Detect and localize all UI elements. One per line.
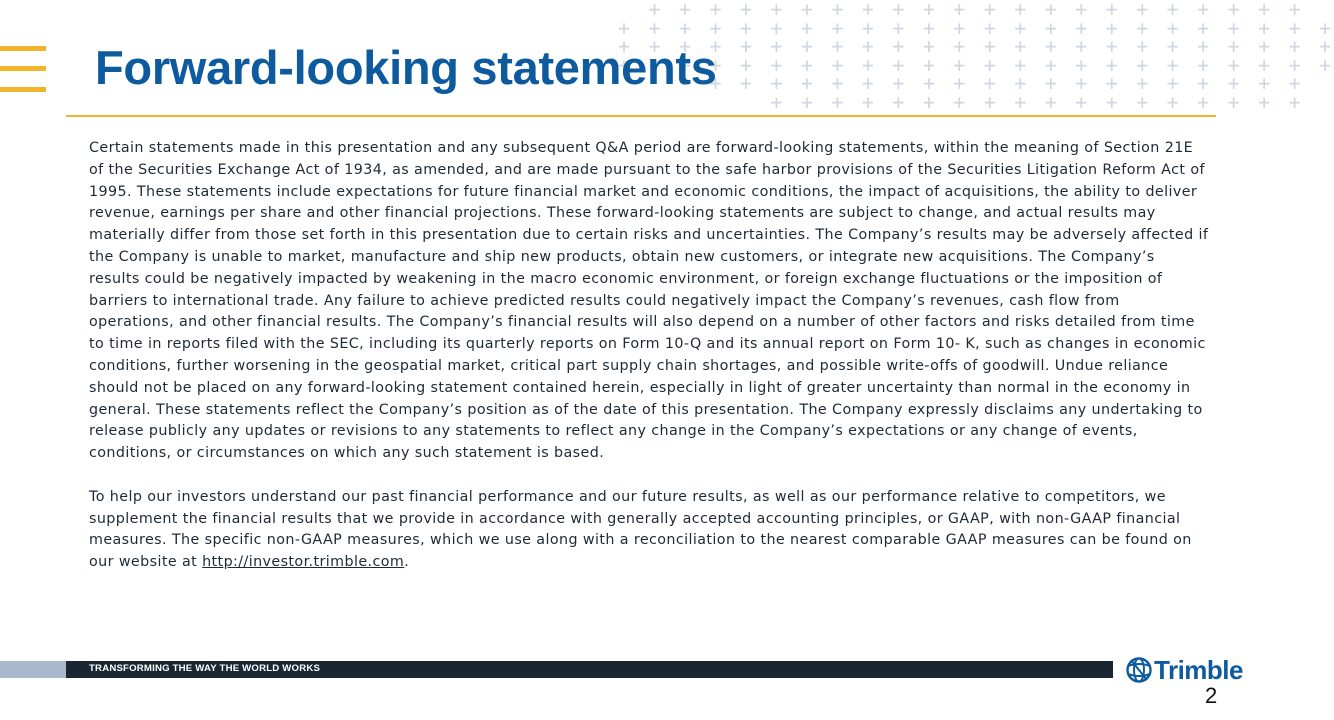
page-title: Forward-looking statements bbox=[95, 41, 717, 94]
trimble-globe-icon bbox=[1125, 656, 1153, 684]
paragraph-forward-looking: Certain statements made in this presentation and any subsequent Q&A period are forward-looking statements, within the meaning of Section 21E of the Securities Exchange Act of 1934, as amended, and are made pursuant to the safe harbor provisions of the Securities Litigation Reform Act of 1995. These statements include expectations for future financial market and economic conditions, the impact of acquisitions, the ability to deliver revenue, earnings per share and other financial projections. These forward-looking statements are subject to change, and actual results may materially differ from those set forth in this presentation due to certain risks and uncertainties. The Company’s results may be adversely affected if the Company is unable to market, manufacture and ship new products, obtain new customers, or integrate new acquisitions. The Company’s results could be negatively impacted by weakening in the macro economic environment, or foreign exchange fluctuations or the imposition of barriers to international trade. Any failure to achieve predicted results could negatively impact the Company’s revenues, cash flow from operations, and other financial results. The Company’s financial results will also depend on a number of other factors and risks detailed from time to time in reports filed with the SEC, including its quarterly reports on Form 10-Q and its annual report on Form 10- K, such as changes in economic conditions, further worsening in the geospatial market, critical part supply chain shortages, and possible write-offs of goodwill. Undue reliance should not be placed on any forward-looking statement contained herein, especially in light of greater uncertainty than normal in the economy in general. These statements reflect the Company’s position as of the date of this presentation. The Company expressly disclaims any undertaking to release publicly any updates or revisions to any statements to reflect any change in the Company’s expectations or any change of events, conditions, or circumstances on which any such statement is based. bbox=[89, 140, 1209, 462]
decorative-plus-pattern: + + + + + + + + + + + + + + + + + + + + + + + + + + + + + + + + + + + + + + + + + + + + + + + + + + + + + + + + + + + + + + + + + + + + + + + + + + + + + + + + + + + + + + + + + + + + + + + + + + + + + + + + + + + + + + + + + + + + + + + + + + + + + + + + + + + + bbox=[618, 0, 1334, 114]
title-divider bbox=[66, 115, 1216, 117]
investor-website-link[interactable]: http://investor.trimble.com bbox=[202, 554, 405, 571]
page-number: 2 bbox=[1205, 683, 1218, 708]
brand-name: Trimble bbox=[1154, 654, 1243, 685]
trimble-logo bbox=[1125, 653, 1243, 687]
link-suffix: . bbox=[404, 554, 410, 571]
paragraph-non-gaap-text: To help our investors understand our past financial performance and our future results, as well as our performance relative to competitors, we supplement the financial results that we provide in accordance with generally accepted accounting principles, or GAAP, with non-GAAP financial measures. The specific non-GAAP measures, which we use along with a reconciliation to the nearest comparable GAAP measures can be found on our website at bbox=[89, 488, 1192, 571]
paragraph-non-gaap bbox=[89, 487, 1209, 574]
disclaimer-body bbox=[89, 138, 1209, 574]
footer-tagline: TRANSFORMING THE WAY THE WORLD WORKS bbox=[89, 663, 321, 674]
menu-icon[interactable] bbox=[0, 46, 46, 96]
